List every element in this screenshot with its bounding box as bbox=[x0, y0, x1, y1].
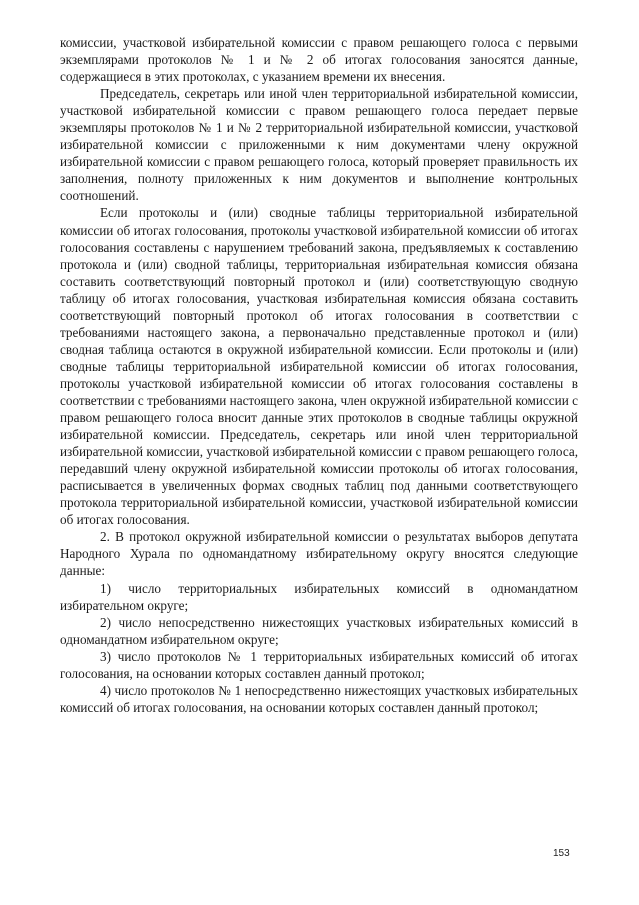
document-body bbox=[60, 34, 578, 716]
list-item-3: 3) число протоколов № 1 территориальных избирательных комиссий об итогах голосования, на основании которых составлен данный протокол; bbox=[60, 648, 578, 681]
list-item-2: 2) число непосредственно нижестоящих участковых избирательных комиссий в одномандатном избирательном округе; bbox=[60, 614, 578, 647]
paragraph-continuation: комиссии, участковой избирательной комиссии с правом решающего голоса с первыми экземплярами протоколов № 1 и № 2 об итогах голосования заносятся данные, содержащиеся в этих протоколах, с указанием времени их внесения. bbox=[60, 35, 578, 85]
page-number: 153 bbox=[553, 848, 570, 859]
paragraph-chairman-transfer: Председатель, секретарь или иной член территориальной избирательной комиссии, участковой избирательной комиссии с правом решающего голоса передает первые экземпляры протоколов № 1 и № 2 территориальной избирательной комиссии, участковой избирательной комиссии с приложенными к ним документами члену окружной избирательной комиссии с правом решающего голоса, который проверяет правильность их заполнения, полноту приложенных к ним документов и выполнение контрольных соотношений. bbox=[60, 86, 578, 204]
paragraph-protocol-violations: Если протоколы и (или) сводные таблицы территориальной избирательной комиссии об итогах голосования, протоколы участковой избирательной комиссии об итогах голосования составлены с нарушением требований закона, предъявляемых к составлению протокола и (или) сводной таблицы, территориальная избирательная комиссия обязана составить соответствующий повторный протокол и (или) соответствующую сводную таблицу об итогах голосования, участковая избирательная комиссия обязана составить соответствующий повторный протокол об итогах голосования в соответствии с требованиями настоящего закона, а первоначально представленные протокол и (или) сводная таблица остаются в окружной избирательной комиссии. Если протоколы и (или) сводные таблицы территориальной избирательной комиссии об итогах голосования, протоколы участковой избирательной комиссии об итогах голосования составлены в соответствии с требованиями настоящего закона, член окружной избирательной комиссии с правом решающего голоса вносит данные этих протоколов в сводные таблицы окружной избирательной комиссии. Председатель, секретарь или иной член территориальной избирательной комиссии, участковой избирательной комиссии с правом решающего голоса, передавший члену окружной избирательной комиссии протоколы об итогах голосования, расписывается в увеличенных формах сводных таблиц под данными соответствующего протокола территориальной избирательной комиссии, участковой избирательной комиссии об итогах голосования. bbox=[60, 205, 578, 528]
list-item-4: 4) число протоколов № 1 непосредственно нижестоящих участковых избирательных комиссий об итогах голосования, на основании которых составлен данный протокол; bbox=[60, 682, 578, 715]
list-item-1: 1) число территориальных избирательных комиссий в одномандатном избирательном округе; bbox=[60, 580, 578, 613]
paragraph-section-2: 2. В протокол окружной избирательной комиссии о результатах выборов депутата Народного Хурала по одномандатному избирательному округу вносятся следующие данные: bbox=[60, 529, 578, 579]
